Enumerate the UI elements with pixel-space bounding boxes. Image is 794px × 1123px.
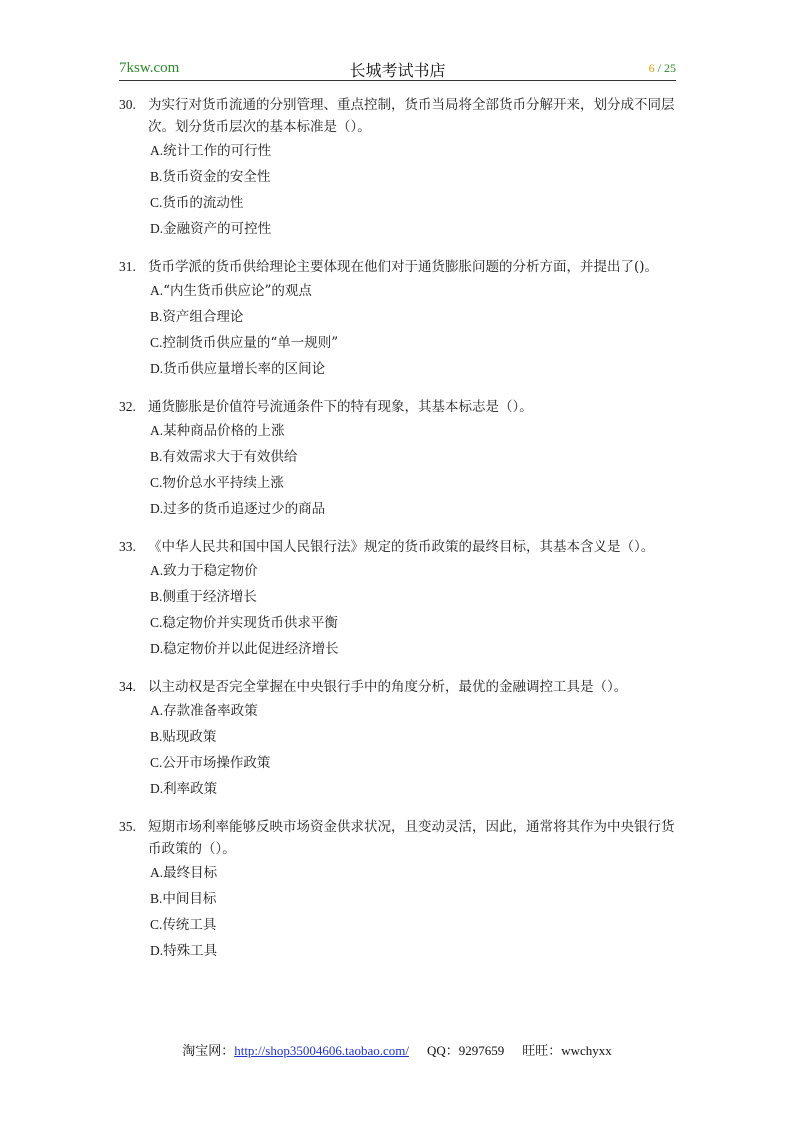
option-d: D.利率政策 <box>150 781 218 797</box>
question-text: 为实行对货币流通的分别管理、重点控制，货币当局将全部货币分解开来，划分成不同层次。划分货币层次的基本标准是（）。 <box>148 97 675 135</box>
question-item <box>119 676 679 802</box>
option-b: B.贴现政策 <box>150 729 217 745</box>
question-stem <box>119 536 679 558</box>
option-d: D.过多的货币追逐过少的商品 <box>150 501 326 517</box>
qq-value: 9297659 <box>458 1043 505 1058</box>
question-text: 《中华人民共和国中国人民银行法》规定的货币政策的最终目标，其基本含义是（）。 <box>148 539 655 555</box>
question-text: 短期市场利率能够反映市场资金供求状况，且变动灵活，因此，通常将其作为中央银行货币政策的（）。 <box>148 819 675 857</box>
page-header <box>119 58 676 81</box>
question-number: 35. <box>119 819 136 834</box>
question-text: 以主动权是否完全掌握在中央银行手中的角度分析，最优的金融调控工具是（）。 <box>148 679 628 695</box>
question-item <box>119 256 679 382</box>
option-a: A.统计工作的可行性 <box>150 143 272 159</box>
question-stem <box>119 396 679 418</box>
question-stem <box>119 816 679 860</box>
option-c: C.传统工具 <box>150 917 217 933</box>
page-total: / 25 <box>657 61 676 75</box>
question-list <box>119 94 679 978</box>
question-number: 34. <box>119 679 136 694</box>
question-number: 31. <box>119 259 136 274</box>
question-number: 32. <box>119 399 136 414</box>
question-text: 通货膨胀是价值符号流通条件下的特有现象，其基本标志是（）。 <box>148 399 533 415</box>
option-a: A.存款准备率政策 <box>150 703 258 719</box>
option-d: D.金融资产的可控性 <box>150 221 272 237</box>
question-item <box>119 536 679 662</box>
option-a: A.最终目标 <box>150 865 218 881</box>
option-b: B.侧重于经济增长 <box>150 589 257 605</box>
option-c: C.控制货币供应量的“单一规则” <box>150 335 339 351</box>
option-c: C.物价总水平持续上涨 <box>150 475 284 491</box>
question-item <box>119 94 679 242</box>
taobao-link[interactable]: http://shop35004606.taobao.com/ <box>234 1043 409 1058</box>
option-b: B.有效需求大于有效供给 <box>150 449 298 465</box>
question-number: 33. <box>119 539 136 554</box>
option-b: B.中间目标 <box>150 891 217 907</box>
option-d: D.稳定物价并以此促进经济增长 <box>150 641 339 657</box>
question-text: 货币学派的货币供给理论主要体现在他们对于通货膨胀问题的分析方面，并提出了()。 <box>148 259 659 275</box>
option-d: D.特殊工具 <box>150 943 218 959</box>
header-title: 长城考试书店 <box>349 61 446 80</box>
taobao-label: 淘宝网： <box>182 1044 235 1059</box>
option-a: A.致力于稳定物价 <box>150 563 258 579</box>
option-c: C.货币的流动性 <box>150 195 244 211</box>
option-c: C.公开市场操作政策 <box>150 755 271 771</box>
question-stem <box>119 256 679 278</box>
option-d: D.货币供应量增长率的区间论 <box>150 361 326 377</box>
wangwang-label: 旺旺： <box>522 1044 562 1059</box>
option-b: B.资产组合理论 <box>150 309 244 325</box>
option-a: A.“内生货币供应论”的观点 <box>150 283 312 299</box>
qq-label: QQ： <box>426 1043 459 1058</box>
page-current: 6 <box>648 61 655 75</box>
question-item <box>119 396 679 522</box>
wangwang-value: wwchyxx <box>561 1043 612 1058</box>
page-indicator <box>649 61 676 76</box>
question-item <box>119 816 679 964</box>
site-link[interactable]: 7ksw.com <box>119 60 180 76</box>
option-c: C.稳定物价并实现货币供求平衡 <box>150 615 338 631</box>
option-a: A.某种商品价格的上涨 <box>150 423 285 439</box>
question-number: 30. <box>119 97 136 112</box>
question-stem <box>119 94 679 138</box>
page-footer <box>0 1040 794 1059</box>
option-b: B.货币资金的安全性 <box>150 169 271 185</box>
question-stem <box>119 676 679 698</box>
